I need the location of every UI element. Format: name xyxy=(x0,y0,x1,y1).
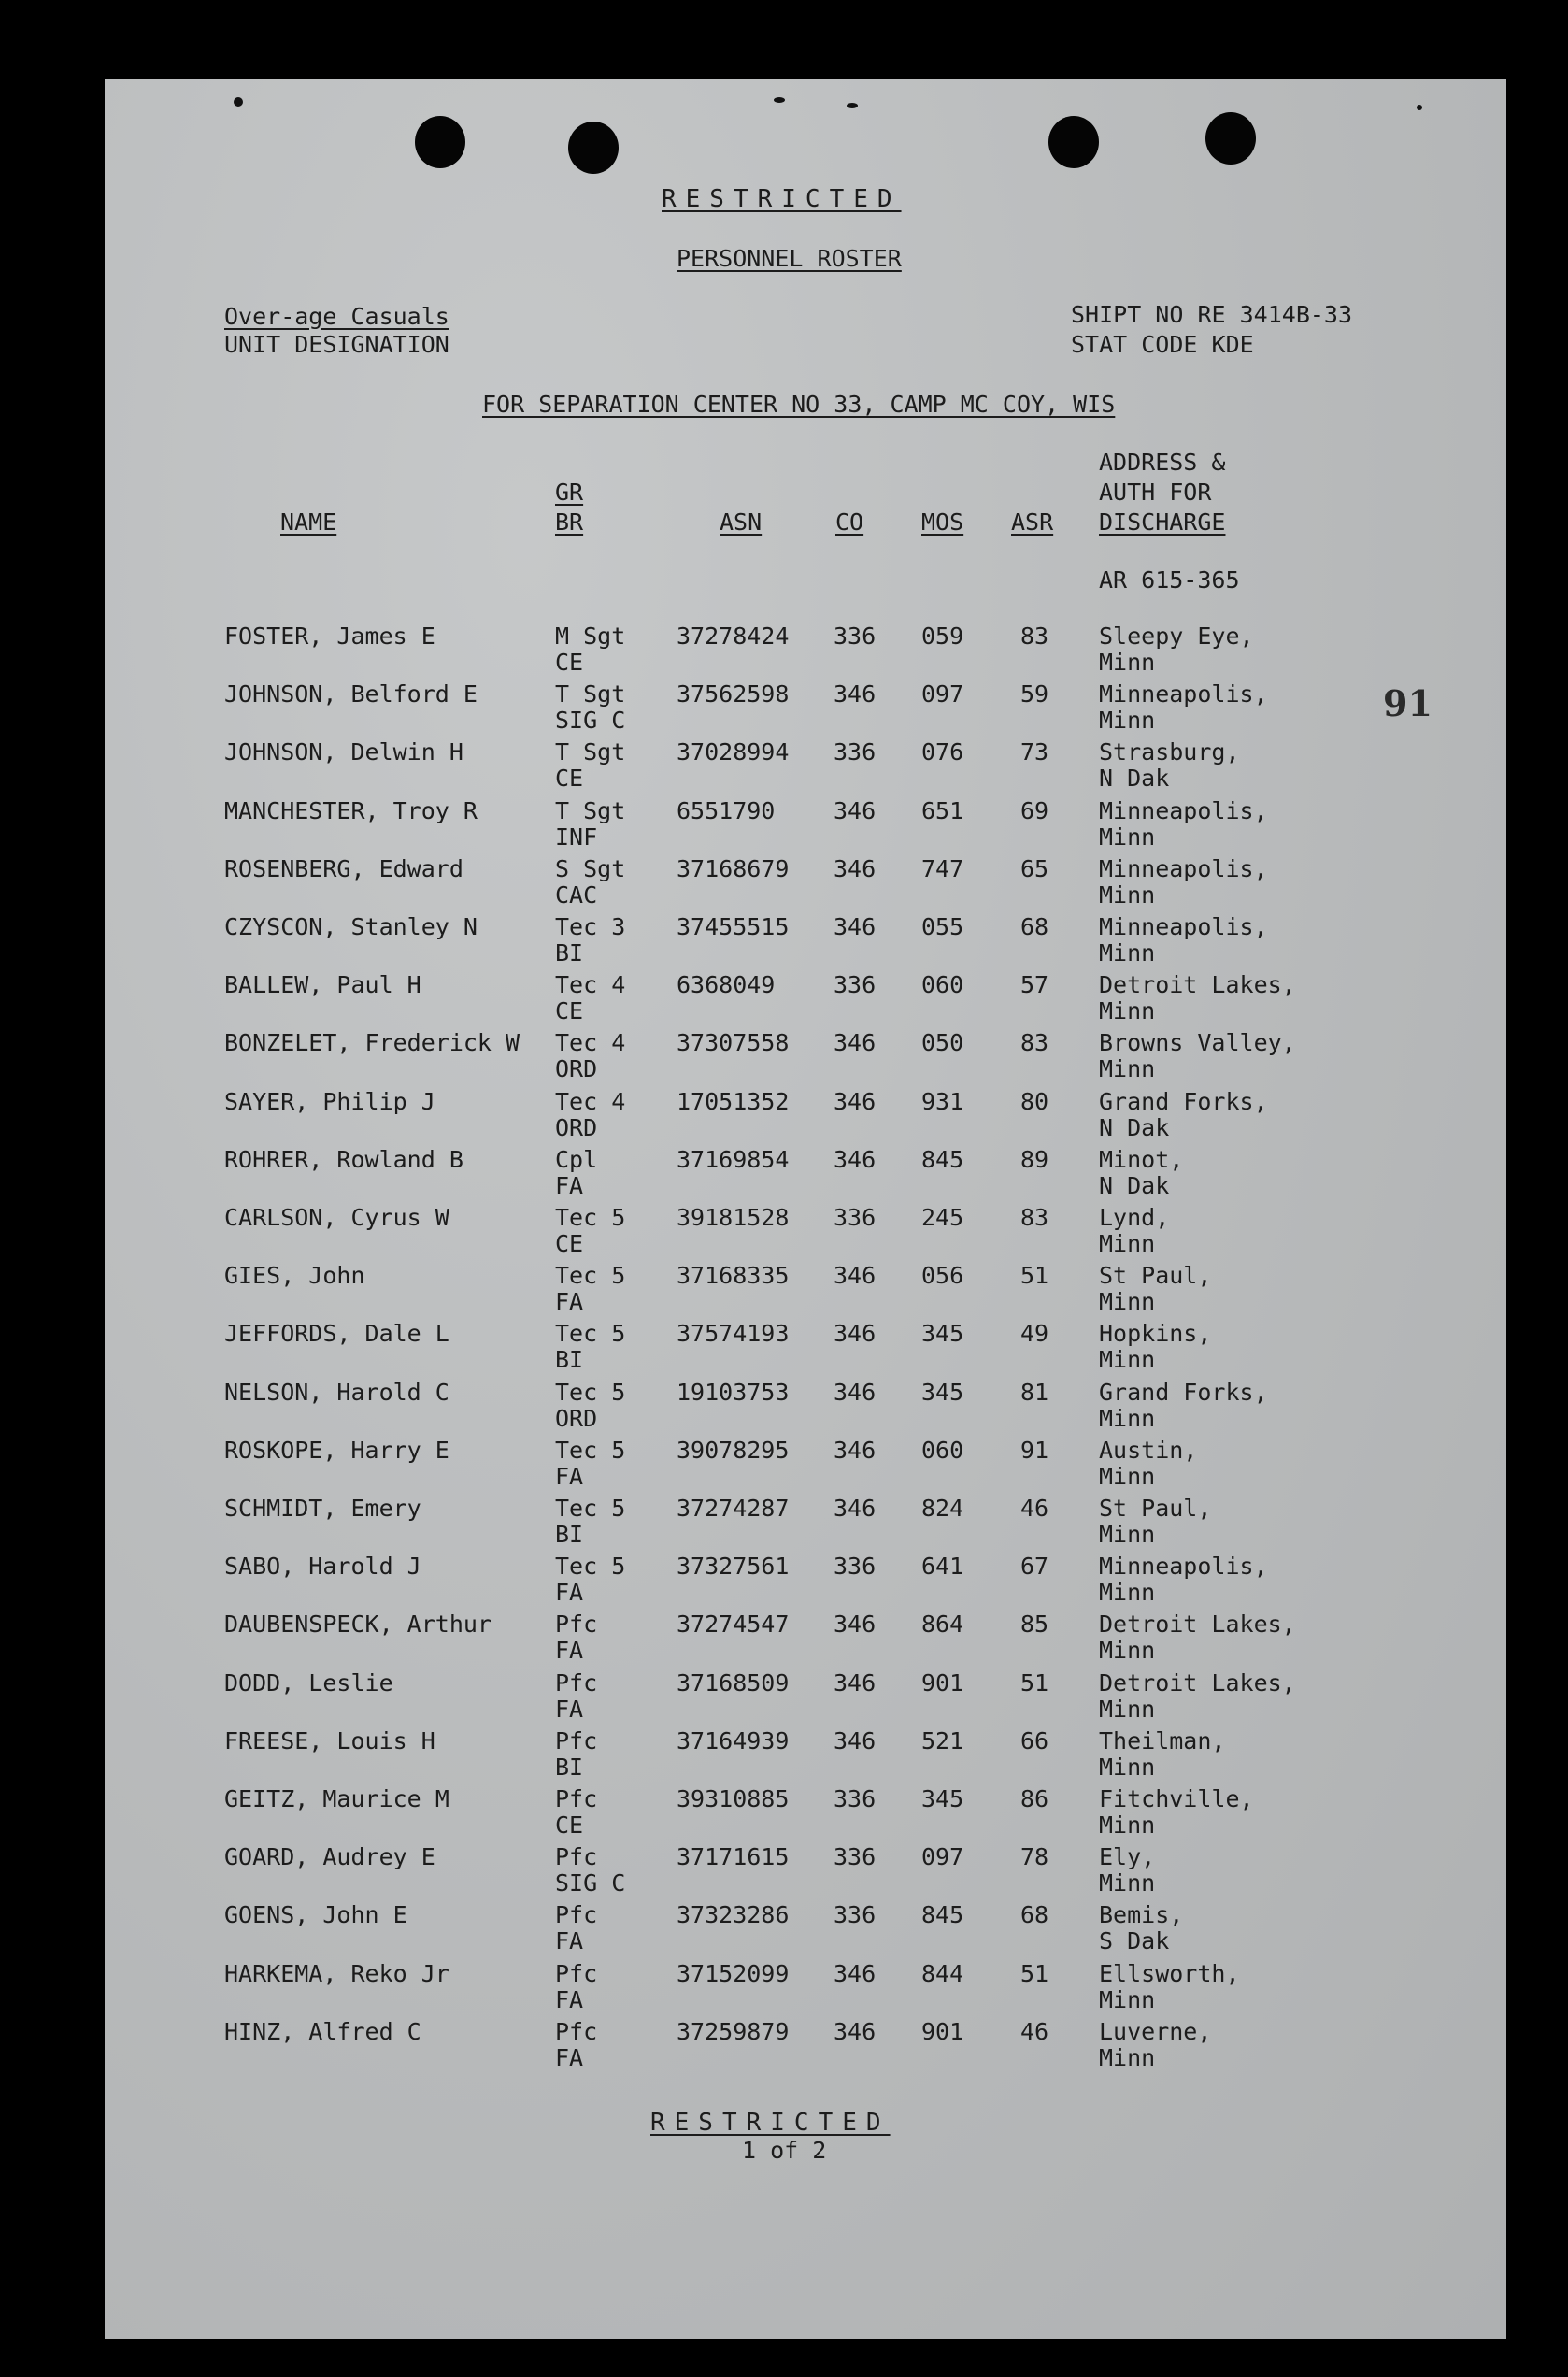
asr-score: 51 xyxy=(1020,1959,1049,1987)
punch-hole xyxy=(1205,112,1256,165)
soldier-name: SABO, Harold J xyxy=(224,1553,421,1581)
asr-score: 51 xyxy=(1020,1262,1049,1290)
col-asn: ASN xyxy=(720,508,763,536)
grade: Pfc xyxy=(555,1959,598,1987)
mos: 345 xyxy=(921,1320,964,1348)
soldier-name: HINZ, Alfred C xyxy=(224,2017,421,2045)
asn: 19103753 xyxy=(677,1378,790,1406)
asn: 37171615 xyxy=(677,1843,790,1871)
address-city: Ely, xyxy=(1099,1843,1156,1871)
branch: FA xyxy=(555,1695,584,1723)
grade: Tec 5 xyxy=(555,1320,626,1348)
asr-score: 86 xyxy=(1020,1785,1049,1812)
mos: 845 xyxy=(921,1901,964,1929)
mos: 056 xyxy=(921,1262,964,1290)
mos: 651 xyxy=(921,796,964,824)
address-city: Hopkins, xyxy=(1099,1320,1212,1348)
grade: T Sgt xyxy=(555,738,626,766)
col-address-2: AUTH FOR xyxy=(1099,479,1212,506)
address-state: Minn xyxy=(1099,1404,1156,1432)
address-state: Minn xyxy=(1099,1985,1156,2013)
company: 346 xyxy=(834,913,877,940)
address-state: N Dak xyxy=(1099,1113,1170,1141)
company: 346 xyxy=(834,1029,877,1057)
company: 346 xyxy=(834,1668,877,1697)
grade: Tec 4 xyxy=(555,971,626,999)
branch: SIG C xyxy=(555,707,626,735)
company: 336 xyxy=(834,1785,877,1812)
asn: 39078295 xyxy=(677,1436,790,1464)
branch: INF xyxy=(555,823,598,851)
asr-score: 46 xyxy=(1020,1495,1049,1522)
address-state: Minn xyxy=(1099,1637,1156,1665)
company: 336 xyxy=(834,738,877,766)
asr-score: 67 xyxy=(1020,1553,1049,1581)
address-city: Austin, xyxy=(1099,1436,1198,1464)
soldier-name: CZYSCON, Stanley N xyxy=(224,913,478,940)
address-city: Minot, xyxy=(1099,1145,1184,1173)
address-city: Detroit Lakes, xyxy=(1099,971,1296,999)
address-city: Grand Forks, xyxy=(1099,1378,1268,1406)
address-city: Minneapolis, xyxy=(1099,796,1268,824)
asn: 39310885 xyxy=(677,1785,790,1812)
soldier-name: NELSON, Harold C xyxy=(224,1378,449,1406)
asn: 37278424 xyxy=(677,623,790,650)
col-gr: GR xyxy=(555,479,584,506)
grade: Tec 4 xyxy=(555,1029,626,1057)
company: 346 xyxy=(834,1436,877,1464)
mos: 055 xyxy=(921,913,964,940)
address-city: St Paul, xyxy=(1099,1262,1212,1290)
soldier-name: ROHRER, Rowland B xyxy=(224,1145,463,1173)
grade: M Sgt xyxy=(555,623,626,650)
grade: Pfc xyxy=(555,1843,598,1871)
address-city: Strasburg, xyxy=(1099,738,1240,766)
asr-score: 51 xyxy=(1020,1668,1049,1697)
asr-score: 83 xyxy=(1020,1029,1049,1057)
asr-score: 66 xyxy=(1020,1726,1049,1754)
company: 346 xyxy=(834,1726,877,1754)
mos: 901 xyxy=(921,1668,964,1697)
asr-score: 89 xyxy=(1020,1145,1049,1173)
address-state: Minn xyxy=(1099,939,1156,967)
address-city: Browns Valley, xyxy=(1099,1029,1296,1057)
branch: CE xyxy=(555,1811,584,1839)
address-state: Minn xyxy=(1099,1346,1156,1374)
company: 346 xyxy=(834,854,877,882)
grade: Pfc xyxy=(555,1726,598,1754)
mos: 521 xyxy=(921,1726,964,1754)
mos: 931 xyxy=(921,1087,964,1115)
address-city: Minneapolis, xyxy=(1099,680,1268,709)
company: 346 xyxy=(834,1378,877,1406)
soldier-name: MANCHESTER, Troy R xyxy=(224,796,478,824)
asn: 37455515 xyxy=(677,913,790,940)
soldier-name: CARLSON, Cyrus W xyxy=(224,1204,449,1231)
branch: SIG C xyxy=(555,1869,626,1897)
asr-score: 65 xyxy=(1020,854,1049,882)
discharge-authority: AR 615-365 xyxy=(1099,566,1240,594)
branch: ORD xyxy=(555,1055,598,1083)
soldier-name: FREESE, Louis H xyxy=(224,1726,435,1754)
branch: CE xyxy=(555,997,584,1025)
branch: FA xyxy=(555,2043,584,2071)
company: 346 xyxy=(834,1611,877,1639)
address-state: Minn xyxy=(1099,1811,1156,1839)
company: 346 xyxy=(834,1320,877,1348)
asr-score: 68 xyxy=(1020,913,1049,940)
company: 346 xyxy=(834,1262,877,1290)
grade: Tec 5 xyxy=(555,1553,626,1581)
address-state: Minn xyxy=(1099,1521,1156,1548)
asr-score: 49 xyxy=(1020,1320,1049,1348)
asn: 6551790 xyxy=(677,796,776,824)
separation-center: FOR SEPARATION CENTER NO 33, CAMP MC COY, WIS xyxy=(482,391,1116,418)
stat-code: STAT CODE KDE xyxy=(1071,331,1254,358)
asn: 17051352 xyxy=(677,1087,790,1115)
mos: 076 xyxy=(921,738,964,766)
punch-hole xyxy=(1048,116,1099,168)
address-state: N Dak xyxy=(1099,1171,1170,1199)
grade: Cpl xyxy=(555,1145,598,1173)
col-address-1: ADDRESS & xyxy=(1099,449,1226,476)
roster-title: PERSONNEL ROSTER xyxy=(677,245,902,272)
branch: CE xyxy=(555,1230,584,1257)
address-state: S Dak xyxy=(1099,1927,1170,1955)
mos: 097 xyxy=(921,1843,964,1871)
address-state: Minn xyxy=(1099,997,1156,1025)
branch: BI xyxy=(555,1521,584,1548)
grade: Tec 5 xyxy=(555,1204,626,1231)
soldier-name: BONZELET, Frederick W xyxy=(224,1029,520,1057)
roster-page xyxy=(105,79,1506,2339)
grade: Pfc xyxy=(555,1901,598,1929)
address-city: Minneapolis, xyxy=(1099,1553,1268,1581)
asn: 6368049 xyxy=(677,971,776,999)
address-state: Minn xyxy=(1099,1579,1156,1607)
asn: 37274287 xyxy=(677,1495,790,1522)
company: 346 xyxy=(834,1495,877,1522)
mos: 097 xyxy=(921,680,964,709)
mos: 824 xyxy=(921,1495,964,1522)
address-state: Minn xyxy=(1099,649,1156,676)
address-city: Fitchville, xyxy=(1099,1785,1254,1812)
soldier-name: GOENS, John E xyxy=(224,1901,407,1929)
soldier-name: BALLEW, Paul H xyxy=(224,971,421,999)
grade: Tec 3 xyxy=(555,913,626,940)
asn: 37164939 xyxy=(677,1726,790,1754)
punch-hole xyxy=(568,122,619,174)
branch: CE xyxy=(555,649,584,676)
address-city: Grand Forks, xyxy=(1099,1087,1268,1115)
asn: 37152099 xyxy=(677,1959,790,1987)
grade: T Sgt xyxy=(555,680,626,709)
asr-score: 68 xyxy=(1020,1901,1049,1929)
col-address-3: DISCHARGE xyxy=(1099,508,1226,536)
mos: 245 xyxy=(921,1204,964,1231)
asn: 37323286 xyxy=(677,1901,790,1929)
page-count: 1 of 2 xyxy=(742,2137,827,2164)
address-state: Minn xyxy=(1099,1055,1156,1083)
company: 346 xyxy=(834,1959,877,1987)
branch: CE xyxy=(555,765,584,793)
soldier-name: DAUBENSPECK, Arthur xyxy=(224,1611,492,1639)
asr-score: 69 xyxy=(1020,796,1049,824)
company: 346 xyxy=(834,1145,877,1173)
branch: ORD xyxy=(555,1404,598,1432)
grade: Tec 4 xyxy=(555,1087,626,1115)
asr-score: 46 xyxy=(1020,2017,1049,2045)
grade: Pfc xyxy=(555,1785,598,1812)
asn: 37327561 xyxy=(677,1553,790,1581)
branch: BI xyxy=(555,1346,584,1374)
punch-hole xyxy=(415,116,465,168)
address-state: Minn xyxy=(1099,881,1156,909)
asn: 37168679 xyxy=(677,854,790,882)
address-city: Minneapolis, xyxy=(1099,913,1268,940)
address-city: St Paul, xyxy=(1099,1495,1212,1522)
soldier-name: JOHNSON, Belford E xyxy=(224,680,478,709)
company: 336 xyxy=(834,623,877,650)
branch: FA xyxy=(555,1579,584,1607)
mos: 060 xyxy=(921,971,964,999)
asn: 37562598 xyxy=(677,680,790,709)
restricted-header: RESTRICTED xyxy=(662,185,902,213)
asr-score: 91 xyxy=(1020,1436,1049,1464)
asn: 37169854 xyxy=(677,1145,790,1173)
asr-score: 81 xyxy=(1020,1378,1049,1406)
grade: Tec 5 xyxy=(555,1495,626,1522)
mos: 345 xyxy=(921,1785,964,1812)
soldier-name: JEFFORDS, Dale L xyxy=(224,1320,449,1348)
company: 346 xyxy=(834,796,877,824)
company: 346 xyxy=(834,1087,877,1115)
company: 336 xyxy=(834,1204,877,1231)
address-state: Minn xyxy=(1099,1869,1156,1897)
grade: T Sgt xyxy=(555,796,626,824)
soldier-name: GIES, John xyxy=(224,1262,365,1290)
restricted-footer: RESTRICTED xyxy=(650,2109,891,2137)
grade: S Sgt xyxy=(555,854,626,882)
grade: Tec 5 xyxy=(555,1262,626,1290)
unit-name: Over-age Casuals xyxy=(224,303,449,330)
grade: Pfc xyxy=(555,2017,598,2045)
mos: 060 xyxy=(921,1436,964,1464)
mos: 050 xyxy=(921,1029,964,1057)
company: 336 xyxy=(834,1901,877,1929)
col-co: CO xyxy=(835,508,864,536)
shipment-number: SHIPT NO RE 3414B-33 xyxy=(1071,301,1353,328)
asn: 37168509 xyxy=(677,1668,790,1697)
soldier-name: ROSKOPE, Harry E xyxy=(224,1436,449,1464)
branch: FA xyxy=(555,1637,584,1665)
asr-score: 57 xyxy=(1020,971,1049,999)
asr-score: 59 xyxy=(1020,680,1049,709)
mos: 747 xyxy=(921,854,964,882)
soldier-name: DODD, Leslie xyxy=(224,1668,393,1697)
mos: 845 xyxy=(921,1145,964,1173)
grade: Tec 5 xyxy=(555,1436,626,1464)
address-city: Detroit Lakes, xyxy=(1099,1611,1296,1639)
asn: 39181528 xyxy=(677,1204,790,1231)
grade: Pfc xyxy=(555,1668,598,1697)
address-city: Bemis, xyxy=(1099,1901,1184,1929)
grade: Tec 5 xyxy=(555,1378,626,1406)
mos: 059 xyxy=(921,623,964,650)
branch: FA xyxy=(555,1927,584,1955)
address-city: Luverne, xyxy=(1099,2017,1212,2045)
address-state: Minn xyxy=(1099,1230,1156,1257)
soldier-name: JOHNSON, Delwin H xyxy=(224,738,463,766)
address-city: Minneapolis, xyxy=(1099,854,1268,882)
soldier-name: HARKEMA, Reko Jr xyxy=(224,1959,449,1987)
company: 346 xyxy=(834,2017,877,2045)
grade: Pfc xyxy=(555,1611,598,1639)
address-city: Detroit Lakes, xyxy=(1099,1668,1296,1697)
address-state: Minn xyxy=(1099,1462,1156,1490)
side-page-number: 91 xyxy=(1383,682,1433,724)
asn: 37574193 xyxy=(677,1320,790,1348)
company: 336 xyxy=(834,1843,877,1871)
soldier-name: SAYER, Philip J xyxy=(224,1087,435,1115)
asn: 37259879 xyxy=(677,2017,790,2045)
asn: 37168335 xyxy=(677,1262,790,1290)
col-name: NAME xyxy=(280,508,337,536)
address-city: Sleepy Eye, xyxy=(1099,623,1254,650)
address-city: Ellsworth, xyxy=(1099,1959,1240,1987)
col-asr: ASR xyxy=(1011,508,1054,536)
mos: 844 xyxy=(921,1959,964,1987)
branch: FA xyxy=(555,1462,584,1490)
company: 346 xyxy=(834,680,877,709)
asn: 37028994 xyxy=(677,738,790,766)
asn: 37307558 xyxy=(677,1029,790,1057)
branch: ORD xyxy=(555,1113,598,1141)
address-state: N Dak xyxy=(1099,765,1170,793)
address-state: Minn xyxy=(1099,1753,1156,1781)
branch: CAC xyxy=(555,881,598,909)
address-city: Theilman, xyxy=(1099,1726,1226,1754)
asr-score: 85 xyxy=(1020,1611,1049,1639)
soldier-name: ROSENBERG, Edward xyxy=(224,854,463,882)
mos: 864 xyxy=(921,1611,964,1639)
col-br: BR xyxy=(555,508,584,536)
soldier-name: GEITZ, Maurice M xyxy=(224,1785,449,1812)
address-state: Minn xyxy=(1099,823,1156,851)
col-mos: MOS xyxy=(921,508,964,536)
address-state: Minn xyxy=(1099,1288,1156,1316)
company: 336 xyxy=(834,1553,877,1581)
asn: 37274547 xyxy=(677,1611,790,1639)
company: 336 xyxy=(834,971,877,999)
branch: FA xyxy=(555,1171,584,1199)
branch: BI xyxy=(555,1753,584,1781)
branch: FA xyxy=(555,1985,584,2013)
branch: FA xyxy=(555,1288,584,1316)
asr-score: 78 xyxy=(1020,1843,1049,1871)
address-state: Minn xyxy=(1099,1695,1156,1723)
soldier-name: GOARD, Audrey E xyxy=(224,1843,435,1871)
asr-score: 83 xyxy=(1020,1204,1049,1231)
asr-score: 83 xyxy=(1020,623,1049,650)
soldier-name: SCHMIDT, Emery xyxy=(224,1495,421,1522)
asr-score: 80 xyxy=(1020,1087,1049,1115)
branch: BI xyxy=(555,939,584,967)
address-state: Minn xyxy=(1099,707,1156,735)
mos: 345 xyxy=(921,1378,964,1406)
mos: 641 xyxy=(921,1553,964,1581)
address-state: Minn xyxy=(1099,2043,1156,2071)
address-city: Lynd, xyxy=(1099,1204,1170,1231)
unit-label: UNIT DESIGNATION xyxy=(224,331,449,358)
mos: 901 xyxy=(921,2017,964,2045)
asr-score: 73 xyxy=(1020,738,1049,766)
soldier-name: FOSTER, James E xyxy=(224,623,435,650)
